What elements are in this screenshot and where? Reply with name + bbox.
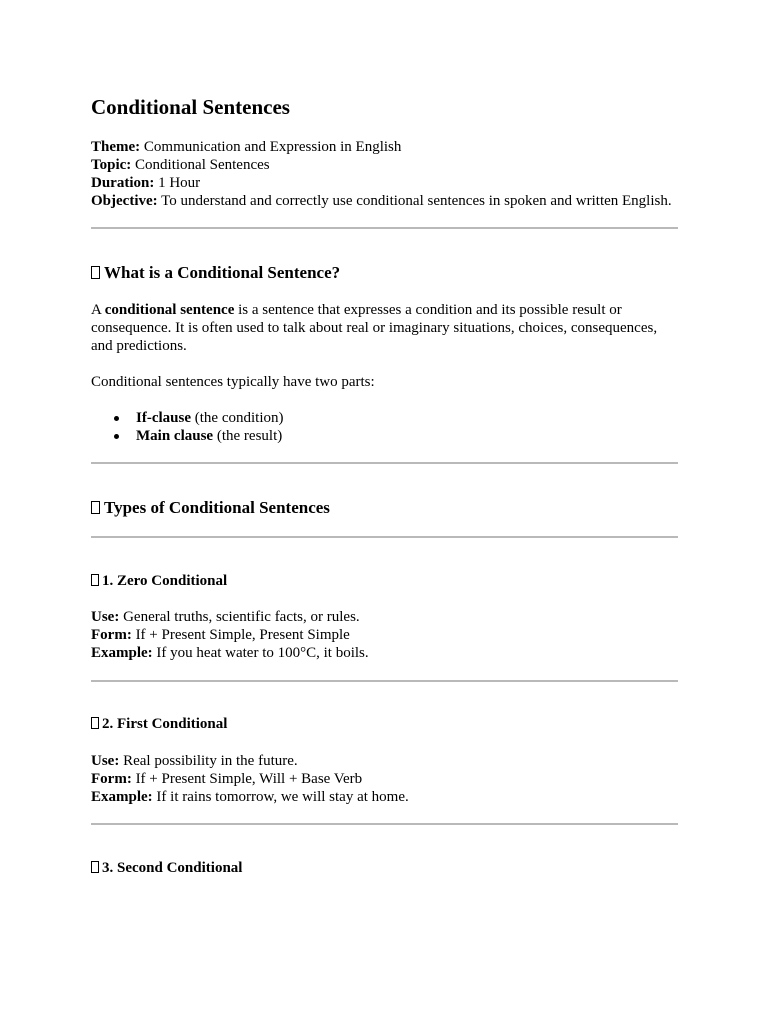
list-item bbox=[91, 427, 283, 445]
form-value: If + Present Simple, Present Simple bbox=[131, 627, 350, 643]
meta-theme-label: Theme: bbox=[91, 139, 141, 155]
part-name: Main clause bbox=[136, 428, 214, 444]
list-item bbox=[91, 409, 283, 427]
meta-theme bbox=[91, 138, 672, 156]
zero-example bbox=[91, 644, 369, 662]
form-value: If + Present Simple, Will + Base Verb bbox=[131, 771, 363, 787]
form-label: Form: bbox=[91, 627, 132, 643]
definition-text: is a sentence that expresses a condition and its possible result or consequence. It is often used to talk about real or imaginary situations, choices, consequences, and predictions. bbox=[91, 302, 658, 354]
subheading-zero-conditional bbox=[91, 571, 227, 591]
missing-glyph-icon bbox=[91, 266, 100, 279]
example-label: Example: bbox=[91, 645, 153, 661]
divider bbox=[91, 536, 678, 538]
parts-intro: Conditional sentences typically have two parts: bbox=[91, 374, 375, 390]
definition-paragraph bbox=[91, 301, 678, 355]
missing-glyph-icon bbox=[91, 501, 100, 514]
page-title: Conditional Sentences bbox=[91, 95, 290, 119]
bullet-icon bbox=[114, 434, 119, 439]
divider bbox=[91, 227, 678, 229]
example-value: If it rains tomorrow, we will stay at home. bbox=[152, 789, 409, 805]
subheading-first-text: 2. First Conditional bbox=[102, 716, 228, 732]
part-description: (the result) bbox=[213, 428, 283, 444]
missing-glyph-icon bbox=[91, 717, 99, 729]
missing-glyph-icon bbox=[91, 574, 99, 586]
meta-duration-label: Duration: bbox=[91, 175, 155, 191]
section-heading-types-text: Types of Conditional Sentences bbox=[104, 498, 330, 517]
part-description: (the condition) bbox=[191, 410, 284, 426]
subheading-first-conditional bbox=[91, 714, 227, 734]
divider bbox=[91, 462, 678, 464]
definition-term: conditional sentence bbox=[104, 302, 235, 318]
meta-objective-value: To understand and correctly use conditional sentences in spoken and written English. bbox=[157, 193, 672, 209]
use-value: General truths, scientific facts, or rules. bbox=[119, 609, 360, 625]
subheading-second-text: 3. Second Conditional bbox=[102, 860, 243, 876]
meta-topic-label: Topic: bbox=[91, 157, 132, 173]
subheading-zero-text: 1. Zero Conditional bbox=[102, 573, 228, 589]
use-label: Use: bbox=[91, 753, 120, 769]
first-form bbox=[91, 770, 409, 788]
part-name: If-clause bbox=[136, 410, 191, 426]
divider bbox=[91, 823, 678, 825]
example-value: If you heat water to 100°C, it boils. bbox=[152, 645, 369, 661]
subheading-second-conditional bbox=[91, 858, 242, 878]
bullet-icon bbox=[114, 416, 119, 421]
meta-duration bbox=[91, 174, 672, 192]
section-heading-types bbox=[91, 497, 330, 519]
section-heading-what-is bbox=[91, 262, 340, 284]
first-example bbox=[91, 788, 409, 806]
parts-list bbox=[91, 409, 283, 445]
first-use bbox=[91, 752, 409, 770]
meta-theme-value: Communication and Expression in English bbox=[140, 139, 402, 155]
divider bbox=[91, 680, 678, 682]
meta-duration-value: 1 Hour bbox=[154, 175, 201, 191]
zero-form bbox=[91, 626, 369, 644]
meta-objective-label: Objective: bbox=[91, 193, 158, 209]
first-conditional-details bbox=[91, 752, 409, 806]
example-label: Example: bbox=[91, 789, 153, 805]
use-label: Use: bbox=[91, 609, 120, 625]
use-value: Real possibility in the future. bbox=[119, 753, 298, 769]
meta-topic bbox=[91, 156, 672, 174]
meta-topic-value: Conditional Sentences bbox=[131, 157, 270, 173]
lesson-meta bbox=[91, 138, 672, 210]
meta-objective bbox=[91, 192, 672, 210]
section-heading-what-is-text: What is a Conditional Sentence? bbox=[104, 263, 341, 282]
zero-conditional-details bbox=[91, 608, 369, 662]
zero-use bbox=[91, 608, 369, 626]
definition-prefix: A bbox=[91, 302, 105, 318]
form-label: Form: bbox=[91, 771, 132, 787]
missing-glyph-icon bbox=[91, 861, 99, 873]
